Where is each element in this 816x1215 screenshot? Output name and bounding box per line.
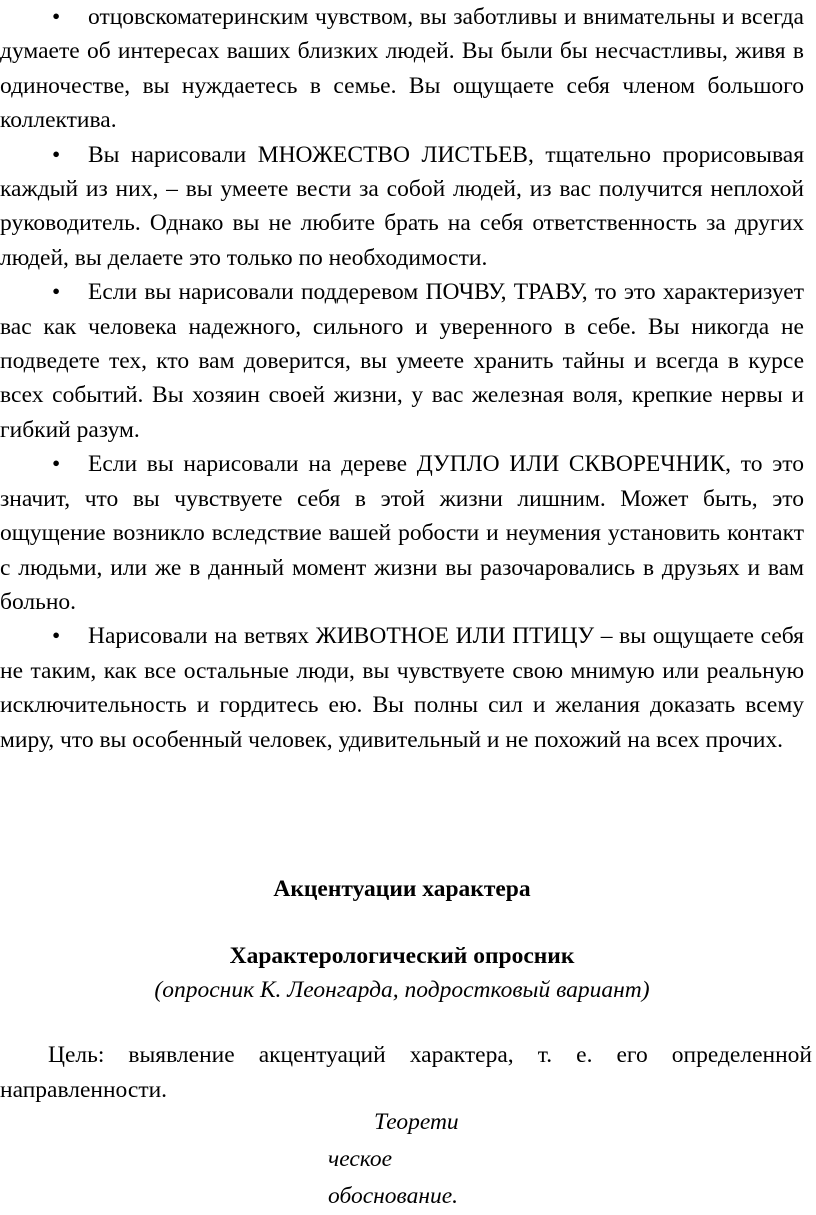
bullet-text: Нарисовали на ветвях ЖИВОТНОЕ ИЛИ ПТИЦУ – вы ощущаете себя не таким, как все остальные люди, вы чувствуете свою мнимую или реальную исключительность и гордитесь ею. Вы полны сил и желания доказать всему миру, что вы особенный человек, удивительный и не похожий на всех прочих.	[0, 623, 804, 753]
bullet-icon: •	[52, 4, 61, 30]
theory-line: Теорети	[374, 1109, 459, 1135]
theory-line: ческое	[328, 1146, 393, 1172]
bullet-paragraph	[0, 619, 804, 757]
bullet-paragraph	[0, 275, 804, 447]
bullet-icon: •	[52, 451, 61, 478]
bullet-text: Вы нарисовали МНОЖЕСТВО ЛИСТЬЕВ, тщательно прорисовывая каждый из них, – вы умеете вести за собой людей, из вас получится неплохой руководитель. Однако вы не любите брать на себя ответственность за других людей, вы делаете это только по необходимости.	[0, 141, 804, 271]
questionnaire-subtitle: (опросник К. Леонгарда, подростковый вариант)	[154, 977, 650, 1003]
bullet-text: Если вы нарисовали на дереве ДУПЛО ИЛИ СКВОРЕЧНИК, то это значит, что вы чувствуете себя в этой жизни лишним. Может быть, это ощущение возникло вследствие вашей робости и неумения установить контакт с людьми, или же в данный момент жизни вы разочаровались в друзьях и вам больно.	[0, 451, 804, 615]
theory-line: обоснование.	[328, 1183, 459, 1209]
bullet-icon: •	[52, 279, 61, 306]
bullet-paragraph	[0, 138, 804, 276]
bullet-icon: •	[52, 141, 61, 168]
bullet-paragraph	[0, 447, 804, 619]
goal-paragraph: Цель: выявление акцентуаций характера, т. е. его определенной направленности.	[0, 1042, 812, 1103]
bullet-icon: •	[52, 623, 61, 650]
questionnaire-title: Характерологический опросник	[229, 943, 575, 969]
section-title: Акцентуации характера	[273, 876, 531, 902]
bullet-text: Если вы нарисовали поддеревом ПОЧВУ, ТРАВУ, то это характеризует вас как человека надежного, сильного и уверенного в себе. Вы никогда не подведете тех, кто вам доверится, вы умеете хранить тайны и всегда в курсе всех событий. Вы хозяин своей жизни, у вас железная воля, крепкие нервы и гибкий разум.	[0, 279, 804, 443]
bullet-paragraph	[0, 0, 804, 138]
theory-heading	[328, 1104, 488, 1215]
bullet-text: отцовскоматеринским чувством, вы заботливы и внимательны и всегда думаете об интересах ваших близких людей. Вы были бы несчастливы, живя в одиночестве, вы нуждаетесь в семье. Вы ощущаете себя членом большого коллектива.	[0, 4, 804, 134]
